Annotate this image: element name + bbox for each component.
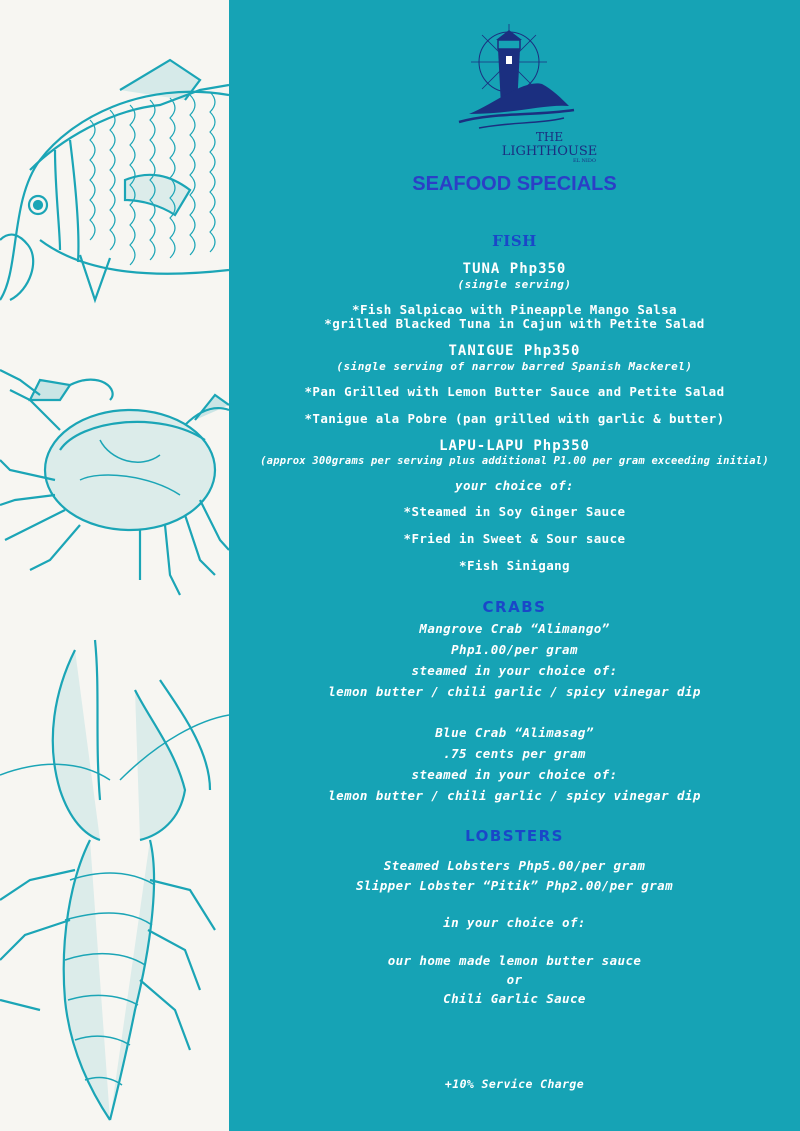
lobster-sauce-or: or — [506, 972, 523, 987]
illustration-panel — [0, 0, 229, 1131]
lapulapu-option-3: *Fish Sinigang — [459, 558, 570, 573]
crab-illustration — [0, 370, 229, 595]
lapulapu-option-2: *Fried in Sweet & Sour sauce — [403, 531, 626, 546]
service-charge-note: +10% Service Charge — [444, 1077, 585, 1091]
lobster-choice: in your choice of: — [443, 915, 586, 930]
lobster-sauce-1: our home made lemon butter sauce — [387, 953, 642, 968]
tuna-note: (single serving) — [457, 278, 572, 291]
lapulapu-note: (approx 300grams per serving plus additional P1.00 per gram exceeding initial) — [260, 455, 769, 467]
section-title-crabs: CRABS — [482, 598, 547, 616]
tuna-option-1: *Fish Salpicao with Pineapple Mango Salsa — [352, 302, 677, 317]
sea-creatures-illustration — [0, 0, 229, 1131]
tuna-title: TUNA Php350 — [462, 261, 567, 277]
lapulapu-choice: your choice of: — [455, 478, 574, 493]
mangrove-crab-price: Php1.00/per gram — [451, 642, 578, 657]
blue-crab-price: .75 cents per gram — [443, 746, 586, 761]
mangrove-crab-sauces: lemon butter / chili garlic / spicy vinegar dip — [328, 684, 701, 699]
blue-crab-name: Blue Crab “Alimasag” — [435, 725, 594, 740]
mangrove-crab-choice: steamed in your choice of: — [411, 663, 618, 678]
logo-line-2: LIGHTHOUSE — [501, 144, 598, 159]
lapulapu-option-1: *Steamed in Soy Ginger Sauce — [403, 504, 626, 519]
tanigue-option-1: *Pan Grilled with Lemon Butter Sauce and Petite Salad — [304, 384, 725, 399]
blue-crab-sauces: lemon butter / chili garlic / spicy vinegar dip — [328, 788, 701, 803]
lighthouse-icon — [454, 14, 594, 134]
logo-line-1: THE — [535, 130, 564, 144]
tanigue-option-2: *Tanigue ala Pobre (pan grilled with garlic & butter) — [304, 411, 725, 426]
lobster-sauce-2: Chili Garlic Sauce — [443, 991, 586, 1006]
lobster-illustration — [0, 640, 229, 1120]
section-title-fish: FISH — [492, 232, 537, 250]
tanigue-title: TANIGUE Php350 — [448, 343, 581, 359]
lobster-item-1: Steamed Lobsters Php5.00/per gram — [383, 858, 646, 873]
lobster-item-2: Slipper Lobster “Pitik” Php2.00/per gram — [355, 878, 674, 893]
lapulapu-title: LAPU-LAPU Php350 — [439, 438, 590, 454]
blue-crab-choice: steamed in your choice of: — [411, 767, 618, 782]
logo-line-3: EL NIDO — [572, 158, 597, 164]
mangrove-crab-name: Mangrove Crab “Alimango” — [419, 621, 610, 636]
page-title: SEAFOOD SPECIALS — [412, 173, 617, 195]
tuna-option-2: *grilled Blacked Tuna in Cajun with Petite Salad — [324, 316, 705, 331]
tanigue-note: (single serving of narrow barred Spanish Mackerel) — [336, 360, 693, 373]
section-title-lobsters: LOBSTERS — [465, 827, 564, 845]
menu-panel — [229, 0, 800, 1131]
fish-illustration — [0, 60, 229, 300]
